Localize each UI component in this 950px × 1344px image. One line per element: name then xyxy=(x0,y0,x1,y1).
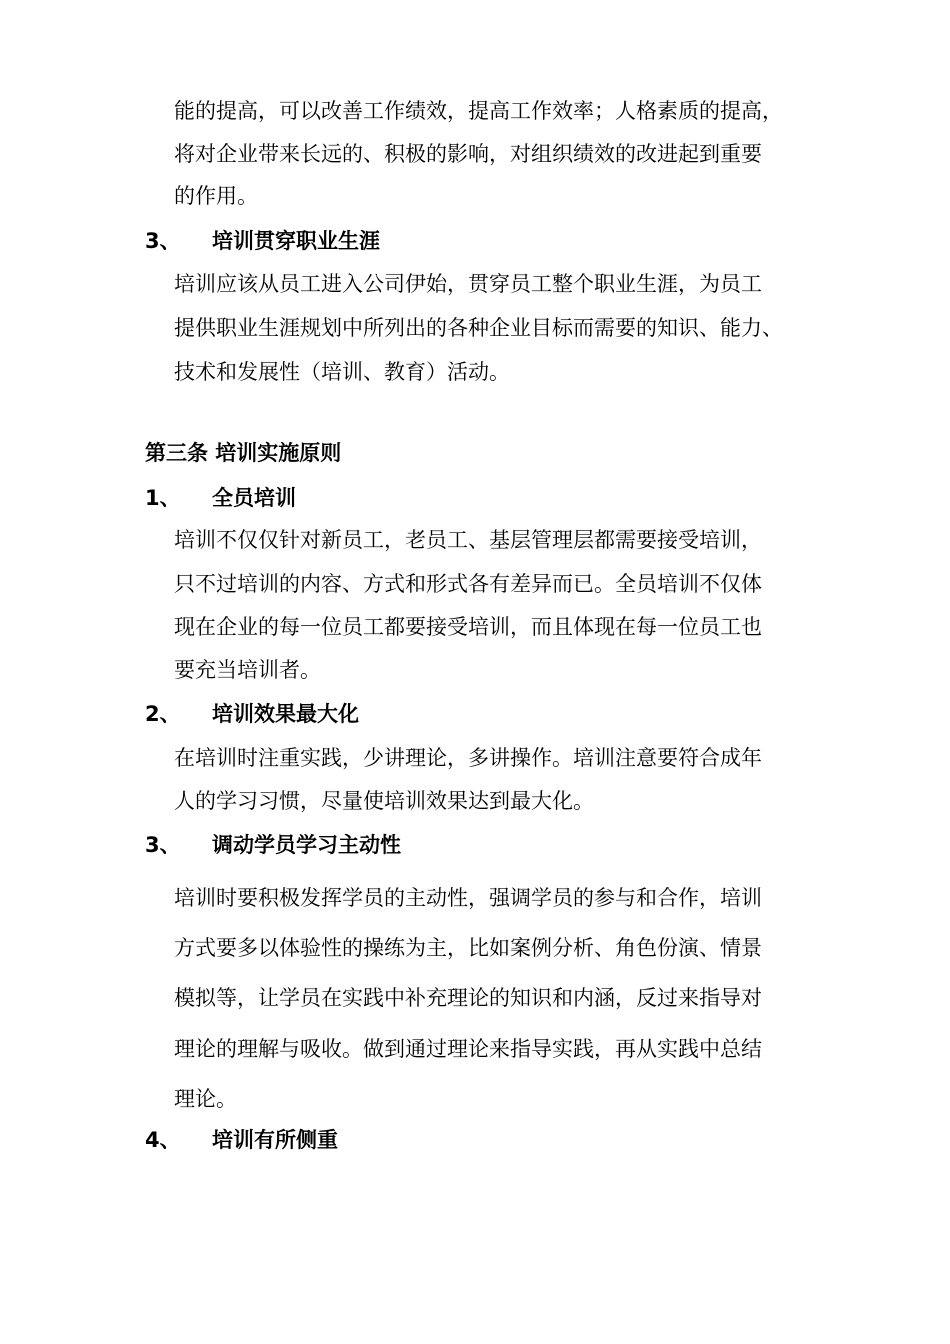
article-title: 第三条 培训实施原则 xyxy=(145,441,342,465)
body-text-line: 将对企业带来长远的、积极的影响，对组织绩效的改进起到重要 xyxy=(174,142,762,166)
body-text-line: 能的提高，可以改善工作绩效，提高工作效率；人格素质的提高， xyxy=(174,99,783,123)
body-text-line: 方式要多以体验性的操练为主，比如案例分析、角色份演、情景 xyxy=(174,936,762,960)
body-text-line: 培训应该从员工进入公司伊始，贯穿员工整个职业生涯，为员工 xyxy=(174,272,762,296)
body-text-line: 理论。 xyxy=(174,1087,237,1111)
body-text-line: 模拟等，让学员在实践中补充理论的知识和内涵，反过来指导对 xyxy=(174,986,762,1010)
body-text-line: 的作用。 xyxy=(174,184,258,208)
section-title: 培训效果最大化 xyxy=(212,702,359,726)
body-text-line: 技术和发展性（培训、教育）活动。 xyxy=(174,360,510,384)
body-text-line: 人的学习习惯，尽量使培训效果达到最大化。 xyxy=(174,789,594,813)
section-number: 2、 xyxy=(145,702,181,726)
section-number: 3、 xyxy=(145,229,181,253)
body-text-line: 在培训时注重实践，少讲理论，多讲操作。培训注意要符合成年 xyxy=(174,746,762,770)
section-title: 培训贯穿职业生涯 xyxy=(212,229,380,253)
body-text-line: 理论的理解与吸收。做到通过理论来指导实践，再从实践中总结 xyxy=(174,1037,762,1061)
section-number: 3、 xyxy=(145,833,181,857)
body-text-line: 培训时要积极发挥学员的主动性，强调学员的参与和合作，培训 xyxy=(174,886,762,910)
section-title: 全员培训 xyxy=(212,486,296,510)
body-text-line: 提供职业生涯规划中所列出的各种企业目标而需要的知识、能力、 xyxy=(174,316,783,340)
body-text-line: 要充当培训者。 xyxy=(174,658,321,682)
section-number: 1、 xyxy=(145,486,181,510)
body-text-line: 现在企业的每一位员工都要接受培训，而且体现在每一位员工也 xyxy=(174,615,762,639)
section-title: 调动学员学习主动性 xyxy=(212,833,401,857)
body-text-line: 只不过培训的内容、方式和形式各有差异而已。全员培训不仅体 xyxy=(174,572,762,596)
section-number: 4、 xyxy=(145,1128,181,1152)
section-title: 培训有所侧重 xyxy=(212,1128,338,1152)
body-text-line: 培训不仅仅针对新员工，老员工、基层管理层都需要接受培训， xyxy=(174,528,762,552)
